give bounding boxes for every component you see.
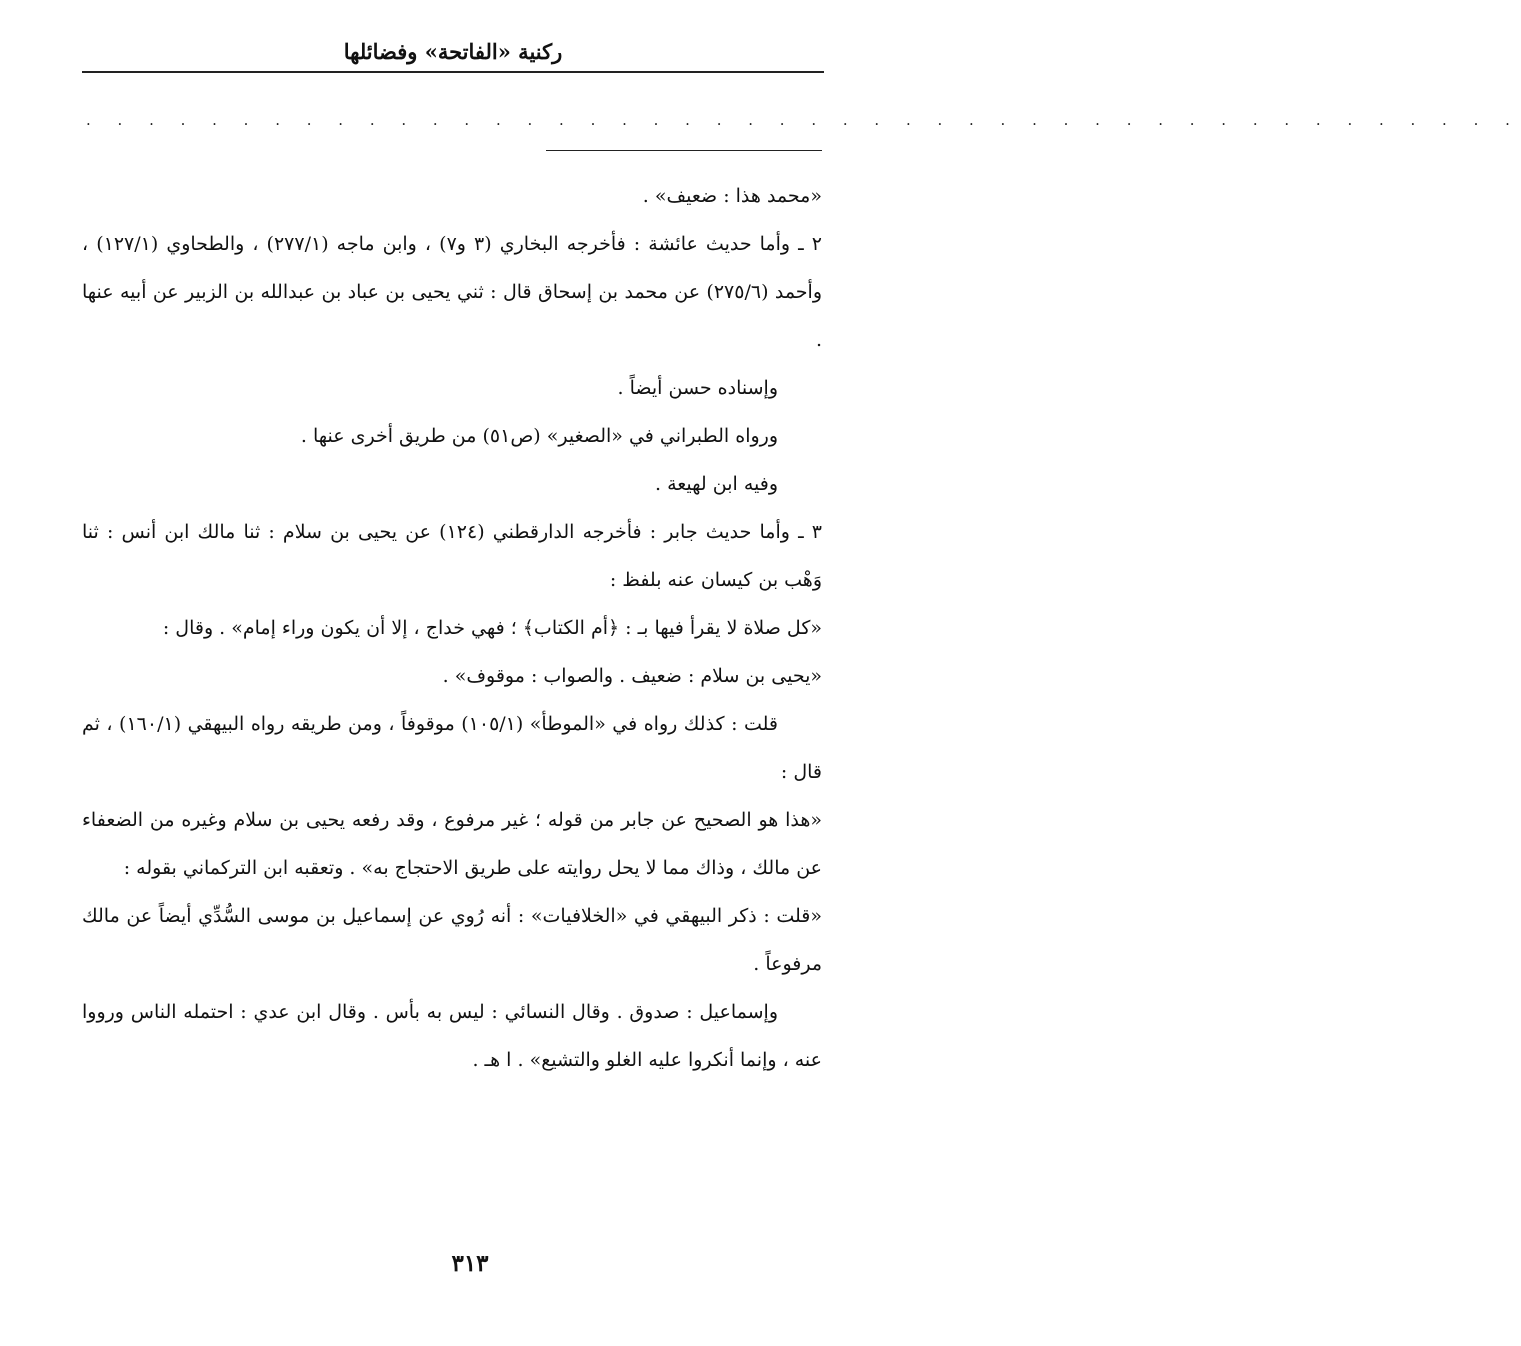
header-rule [82,71,824,73]
paragraph-hadith-text: «كل صلاة لا يقرأ فيها بـ : ﴿أم الكتاب﴾ ؛ فهي خداج ، إلا أن يكون وراء إمام» . وقال : [162,617,822,639]
paragraph-bayhaqi-quote: «هذا هو الصحيح عن جابر من قوله ؛ غير مرفوع ، وقد رفعه يحيى بن سلام وغيره من الضعفاء عن مالك ، وذاك مما لا يحل روايته على طريق الاحتجاج به» . وتعقبه ابن التركماني بقوله : [82,809,822,879]
paragraph-isnad-hasan: وإسناده حسن أيضاً . [617,377,778,399]
page-number: ٣١٣ [451,1250,489,1277]
paragraph-ismail: وإسماعيل : صدوق . وقال النسائي : ليس به بأس . وقال ابن عدي : احتمله الناس ورووا عنه ، وإنما أنكروا عليه الغلو والتشيع» . ا هـ . [82,1001,822,1071]
paragraph-turkmani-quote: «قلت : ذكر البيهقي في «الخلافيات» : أنه رُوي عن إسماعيل بن موسى السُّدِّي أيضاً عن مالك مرفوعاً . [82,905,822,975]
footnote-rule [546,150,822,151]
paragraph-ibn-lahia: وفيه ابن لهيعة . [655,473,778,495]
page-body [82,172,822,1084]
paragraph-quote-ending: «محمد هذا : ضعيف» . [642,185,822,207]
paragraph-jabir-hadith: ٣ ـ وأما حديث جابر : فأخرجه الدارقطني (١٢٤) عن يحيى بن سلام : ثنا مالك ابن أنس : ثنا وَهْب بن كيسان عنه بلفظ : [82,521,822,591]
paragraph-aisha-hadith: ٢ ـ وأما حديث عائشة : فأخرجه البخاري (٣ و٧) ، وابن ماجه (٢٧٧/١) ، والطحاوي (١٢٧/١) ، وأحمد (٢٧٥/٦) عن محمد بن إسحاق قال : ثني يحيى بن عباد بن عبدالله بن الزبير عن أبيه عنها . [82,233,823,351]
running-title: ركنية «الفاتحة» وفضائلها [343,39,563,64]
footnote-dotted-separator: · · · · · · · · · · · · · · · · · · · · · · · · · · · · · · · · · · · · · · · · · · · · · · [86,115,1521,133]
paragraph-daraqutni-comment: «يحيى بن سلام : ضعيف . والصواب : موقوف» . [442,665,822,687]
paragraph-muwatta: قلت : كذلك رواه في «الموطأ» (١٠٥/١) موقوفاً ، ومن طريقه رواه البيهقي (١٦٠/١) ، ثم قال : [82,713,822,783]
paragraph-tabarani: ورواه الطبراني في «الصغير» (ص٥١) من طريق أخرى عنها . [300,425,778,447]
